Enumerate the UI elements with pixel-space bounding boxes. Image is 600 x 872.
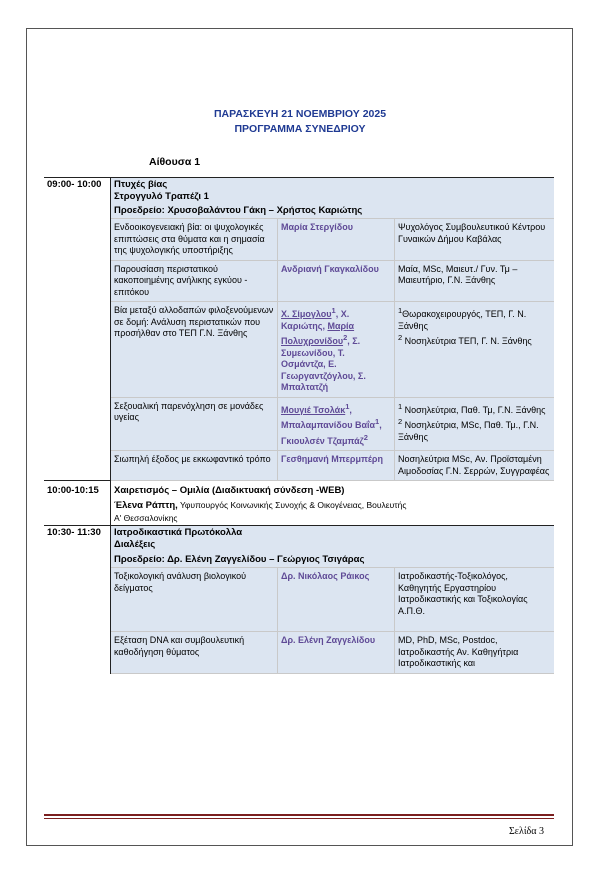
talk-title: Τοξικολογική ανάλυση βιολογικού δείγματος — [111, 568, 278, 632]
speaker-name: , Γκιουλσέν Τζαμπάζ — [281, 420, 382, 446]
session-time: 10:00-10:15 — [44, 481, 111, 526]
speaker-sup: 1 — [345, 401, 350, 411]
speaker-sup: 1 — [331, 306, 336, 315]
talk-title: Σιωπηλή έξοδος με εκκωφαντικό τρόπο — [111, 451, 278, 481]
talk-affiliation: Ψυχολόγος Συμβουλευτικού Κέντρου Γυναικών Δήμου Καβάλας — [395, 219, 555, 261]
time-gutter — [44, 397, 111, 451]
talk-title: Βία μεταξύ αλλοδαπών φιλοξενούμενων σε δομή: Ανάλυση περιστατικών που προσήλθαν στο ΤΕΠ Γ.Ν. Ξάνθης — [111, 302, 278, 398]
speaker-name: , Σ. Συμεωνίδου, Τ. Οσμάντζα, Ε. Γεωργαντζόγλου, Σ. Μπαλτατζή — [281, 336, 366, 392]
speaker-name: Έλενα Ράπτη, — [114, 500, 178, 511]
talk-affiliation — [395, 397, 555, 451]
talk-row — [44, 632, 554, 674]
talk-affiliation: Μαία, MSc, Μαιευτ./ Γυν. Τμ – Μαιευτήριο, Γ.Ν. Ξάνθης — [395, 260, 555, 302]
session-heading-cell — [111, 178, 555, 219]
affil-sup: 2 — [398, 333, 403, 342]
talk-title: Εξέταση DNA και συμβουλευτική καθοδήγηση θύματος — [111, 632, 278, 674]
affil-text: Νοσηλεύτρια, MSc, Παθ. Τμ., Γ.Ν. Ξάνθης — [398, 420, 539, 442]
session-title: Χαιρετισμός – Ομιλία (Διαδικτυακή σύνδεση -WEB) — [114, 485, 345, 496]
talk-affiliation: MD, PhD, MSc, Postdoc, Ιατροδικαστής Αν. Καθηγήτρια Ιατροδικαστικής και — [395, 632, 555, 674]
time-gutter — [44, 260, 111, 302]
time-gutter — [44, 219, 111, 261]
speaker-sup: 2 — [363, 432, 368, 442]
session-chairs: Προεδρείο: Δρ. Ελένη Ζαγγελίδου – Γεώργιος Τσιγάρας — [114, 554, 365, 565]
session-header — [44, 481, 554, 526]
speaker-role: Υφυπουργός Κοινωνικής Συνοχής & Οικογένειας, Βουλευτής — [177, 500, 407, 510]
speaker-sup: 1 — [375, 417, 380, 426]
talk-row — [44, 568, 554, 632]
speaker-name: Μαρία Πολυχρονίδου — [281, 320, 355, 346]
talk-title: Ενδοοικογενειακή βία: οι ψυχολογικές επιπτώσεις στα θύματα και η σημασία της ψυχολογικής υποστήριξης — [111, 219, 278, 261]
session-time: 10:30- 11:30 — [44, 526, 111, 568]
talk-title: Παρουσίαση περιστατικού κακοποιημένης ανήλικης εγκύου - επιτόκου — [111, 260, 278, 302]
talk-speakers — [278, 302, 395, 398]
time-gutter — [44, 451, 111, 481]
affil-sup: 1 — [398, 306, 403, 315]
session-header — [44, 526, 554, 568]
talk-row — [44, 397, 554, 451]
talk-row — [44, 451, 554, 481]
hall-label: Αίθουσα 1 — [149, 156, 201, 168]
time-gutter — [44, 302, 111, 398]
talk-row — [44, 260, 554, 302]
speaker-name: , Χ. Καριώτης, — [281, 309, 350, 331]
session-title: Πτυχές βίας — [114, 179, 168, 190]
program-heading: ΠΡΟΓΡΑΜΜΑ ΣΥΝΕΔΡΙΟΥ — [234, 123, 366, 135]
affil-text: Θωρακοχειρουργός, ΤΕΠ, Γ. Ν. Ξάνθης — [398, 309, 527, 331]
date-heading: ΠΑΡΑΣΚΕΥΗ 21 ΝΟΕΜΒΡΙΟΥ 2025 — [213, 108, 387, 120]
footer-rule-thin — [44, 818, 554, 819]
session-subtitle: Διαλέξεις — [114, 539, 156, 550]
talk-speakers — [278, 397, 395, 451]
footer-rule — [44, 814, 554, 816]
talk-affiliation: Ιατροδικαστής-Τοξικολόγος, Καθηγητής Εργαστηρίου Ιατροδικαστικής και Τοξικολογίας Α.Π.Θ. — [395, 568, 555, 632]
talk-speaker: Ανδριανή Γκαγκαλίδου — [278, 260, 395, 302]
time-gutter — [44, 632, 111, 674]
session-time: 09:00- 10:00 — [44, 178, 111, 219]
session-heading-cell — [111, 526, 555, 568]
talk-speaker: Δρ. Νικόλαος Ράικος — [278, 568, 395, 632]
time-gutter — [44, 568, 111, 632]
talk-affiliation — [395, 302, 555, 398]
session-chairs: Προεδρείο: Χρυσοβαλάντου Γάκη – Χρήστος Καριώτης — [114, 205, 363, 216]
speaker-name: Μουγιέ Τσολάκ — [281, 404, 346, 415]
session-heading-cell — [111, 481, 555, 526]
talk-row — [44, 302, 554, 398]
affil-text: Νοσηλεύτρια ΤΕΠ, Γ. Ν. Ξάνθης — [402, 336, 532, 346]
affil-text: Νοσηλεύτρια, Παθ. Τμ, Γ.Ν. Ξάνθης — [402, 404, 546, 415]
speaker-role-cont: Α' Θεσσαλονίκης — [114, 513, 178, 523]
session-title: Ιατροδικαστικά Πρωτόκολλα — [114, 527, 243, 538]
affil-sup: 1 — [398, 401, 403, 411]
speaker-name: Χ. Σίμογλου — [281, 309, 332, 319]
page-number: Σελίδα 3 — [508, 826, 544, 837]
talk-speaker: Δρ. Ελένη Ζαγγελίδου — [278, 632, 395, 674]
talk-speaker: Γεσθημανή Μπερμπέρη — [278, 451, 395, 481]
talk-row — [44, 219, 554, 261]
session-header — [44, 178, 554, 219]
speaker-sup: 2 — [343, 333, 348, 342]
talk-speaker: Μαρία Στεργίδου — [278, 219, 395, 261]
speaker-name: , Μπαλαμπανίδου Βαΐα — [281, 404, 376, 430]
program-table — [44, 177, 554, 674]
talk-affiliation: Νοσηλεύτρια MSc, Αν. Προϊσταμένη Αιμοδοσίας Γ.Ν. Σερρών, Συγγραφέας — [395, 451, 555, 481]
talk-title: Σεξουαλική παρενόχληση σε μονάδες υγείας — [111, 397, 278, 451]
session-subtitle: Στρογγυλό Τραπέζι 1 — [114, 191, 209, 202]
affil-sup: 2 — [398, 417, 403, 426]
